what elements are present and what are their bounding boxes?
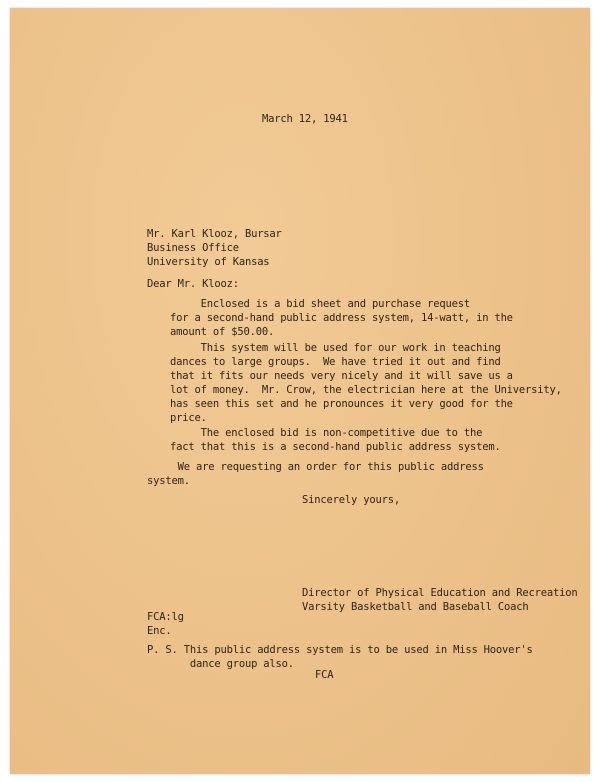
text-line: system. xyxy=(147,475,190,487)
enclosure-note: Enc. xyxy=(147,625,172,637)
text-line: for a second-hand public address system, 14-watt, in the xyxy=(170,312,513,324)
text-line: The enclosed bid is non-competitive due to the xyxy=(170,427,483,439)
signature-title: Director of Physical Education and Recreation xyxy=(302,587,578,599)
recipient-line: Mr. Karl Klooz, Bursar xyxy=(147,228,282,240)
typist-initials: FCA:lg xyxy=(147,611,184,623)
closing: Sincerely yours, xyxy=(302,494,400,506)
recipient-line: Business Office xyxy=(147,242,239,254)
text-line: price. xyxy=(170,412,207,424)
text-line: fact that this is a second-hand public address system. xyxy=(170,441,501,453)
text-line: has seen this set and he pronounces it very good for the xyxy=(170,398,513,410)
recipient-line: University of Kansas xyxy=(147,256,270,268)
salutation: Dear Mr. Klooz: xyxy=(147,278,239,290)
letter-date: March 12, 1941 xyxy=(262,113,348,125)
signature-title: Varsity Basketball and Baseball Coach xyxy=(302,601,529,613)
text-line: Enclosed is a bid sheet and purchase request xyxy=(170,298,470,310)
postscript-line: P. S. This public address system is to be used in Miss Hoover's xyxy=(147,644,533,656)
text-line: This system will be used for our work in teaching xyxy=(170,342,501,354)
letter-page xyxy=(10,8,590,774)
text-line: We are requesting an order for this public address xyxy=(147,461,484,473)
text-line: dances to large groups. We have tried it out and find xyxy=(170,356,501,368)
text-line: lot of money. Mr. Crow, the electrician here at the University, xyxy=(170,384,562,396)
text-line: amount of $50.00. xyxy=(170,326,275,338)
text-line: that it fits our needs very nicely and it will save us a xyxy=(170,370,513,382)
postscript-line: dance group also. xyxy=(147,658,294,670)
postscript-initials: FCA xyxy=(315,669,334,681)
